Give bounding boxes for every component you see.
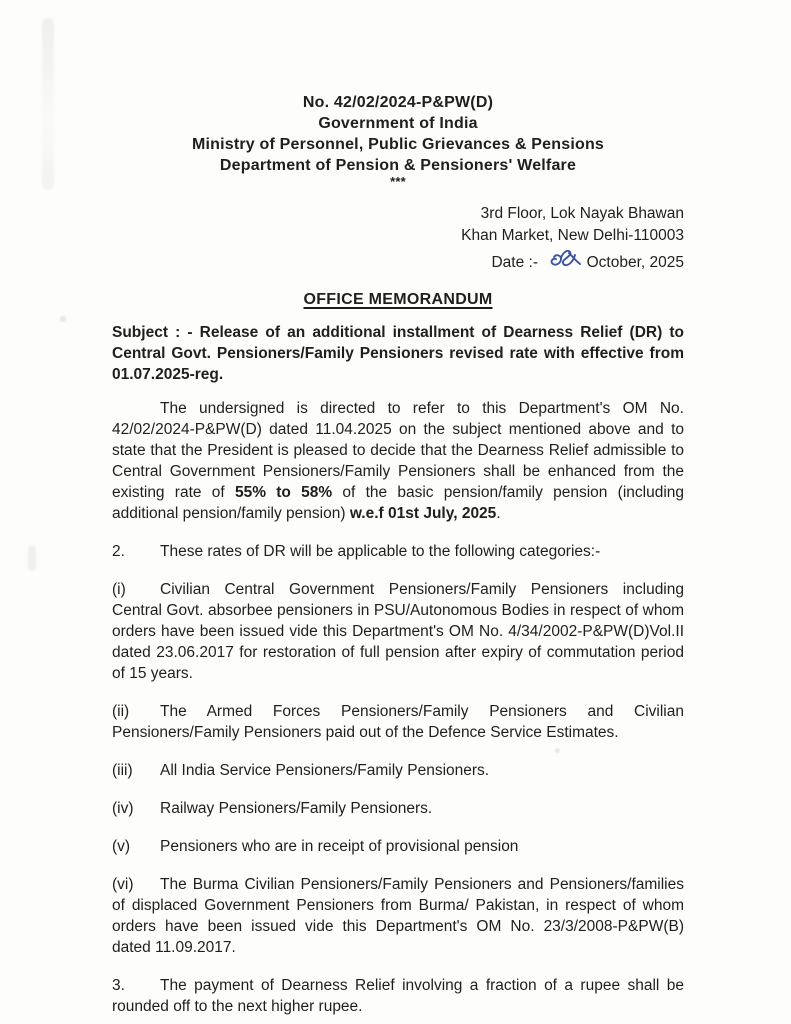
item-text: Railway Pensioners/Family Pensioners. xyxy=(160,800,433,817)
address-block xyxy=(112,203,684,274)
org-line-government: Government of India xyxy=(318,115,478,132)
org-line-ministry: Ministry of Personnel, Public Grievances & Pensions xyxy=(191,136,605,153)
reference-number: No. 42/02/2024-P&PW(D) xyxy=(302,94,494,111)
handwritten-day-mark xyxy=(545,244,589,272)
separator-stars: *** xyxy=(390,174,406,189)
memo-item xyxy=(112,836,684,857)
handwritten-ink-stroke xyxy=(552,251,580,265)
text-segment: . xyxy=(496,505,501,522)
memo-heading-text: OFFICE MEMORANDUM xyxy=(303,291,493,308)
item-label: 2. xyxy=(112,543,125,560)
item-text: These rates of DR will be applicable to the following categories:- xyxy=(160,543,601,560)
letterhead xyxy=(112,92,684,188)
address-line-1: 3rd Floor, Lok Nayak Bhawan xyxy=(480,205,684,222)
memo-item xyxy=(112,798,684,819)
text-segment: 55% to 58% xyxy=(234,484,333,501)
item-text: The Armed Forces Pensioners/Family Pensioners and Civilian Pensioners/Family Pensioners paid out of the Defence Service Estimates. xyxy=(112,703,684,741)
text-segment: w.e.f 01st July, 2025 xyxy=(349,505,497,522)
paragraph-1 xyxy=(112,398,684,524)
memo-item xyxy=(112,579,684,684)
item-text: The Burma Civilian Pensioners/Family Pensioners and Pensioners/families of displaced Government Pensioners from Burma/ Pakistan, in respect of whom orders have been issued vide this Department's OM No. 23/3/2008-P&PW(B) dated 11.09.2017. xyxy=(112,876,684,956)
date-prefix: Date :- xyxy=(491,254,538,271)
address-line-2: Khan Market, New Delhi-110003 xyxy=(461,226,684,244)
date-text: October, 2025 xyxy=(586,254,684,271)
item-label: (iv) xyxy=(112,800,134,817)
item-text: All India Service Pensioners/Family Pensioners. xyxy=(160,762,490,779)
org-line-department: Department of Pension & Pensioners' Welfare xyxy=(219,157,577,174)
memo-heading xyxy=(112,289,684,310)
memo-item xyxy=(112,874,684,958)
date-line xyxy=(112,246,684,274)
item-text: Pensioners who are in receipt of provisional pension xyxy=(160,838,519,855)
item-label: (i) xyxy=(112,581,126,598)
text-segment: The undersigned is directed to refer to this Department's OM No. 42/02/2024-P&PW(D) dated 11.04.2025 on the subject mentioned above and to state that the President is pleased to decide that the Dearness Relief admissible to Central Government Pensioners/Family Pensioners shall be enhanced from the existing rate of xyxy=(112,400,684,501)
memo-item xyxy=(112,760,684,781)
item-text: Civilian Central Government Pensioners/Family Pensioners including Central Govt. absorbee pensioners in PSU/Autonomous Bodies in respect of whom orders have been issued vide this Department's OM No. 4/34/2002-P&PW(D)Vol.II dated 23.06.2017 for restoration of full pension after expiry of commutation period of 15 years. xyxy=(112,581,684,682)
item-label: (vi) xyxy=(112,876,134,893)
memo-items xyxy=(112,541,684,1017)
subject-line: Subject : - Release of an additional installment of Dearness Relief (DR) to Central Govt. Pensioners/Family Pensioners revised rate with effective from 01.07.2025-reg. xyxy=(112,324,684,383)
item-text: The payment of Dearness Relief involving a fraction of a rupee shall be rounded off to the next higher rupee. xyxy=(112,977,684,1015)
memo-item xyxy=(112,541,684,562)
item-label: 3. xyxy=(112,977,125,994)
item-label: (ii) xyxy=(112,703,130,720)
item-label: (iii) xyxy=(112,762,133,779)
item-label: (v) xyxy=(112,838,131,855)
memo-item xyxy=(112,975,684,1017)
text-segment: of the basic pension/family pension (including additional pension/family pension) xyxy=(112,484,685,522)
memo-item xyxy=(112,701,684,743)
